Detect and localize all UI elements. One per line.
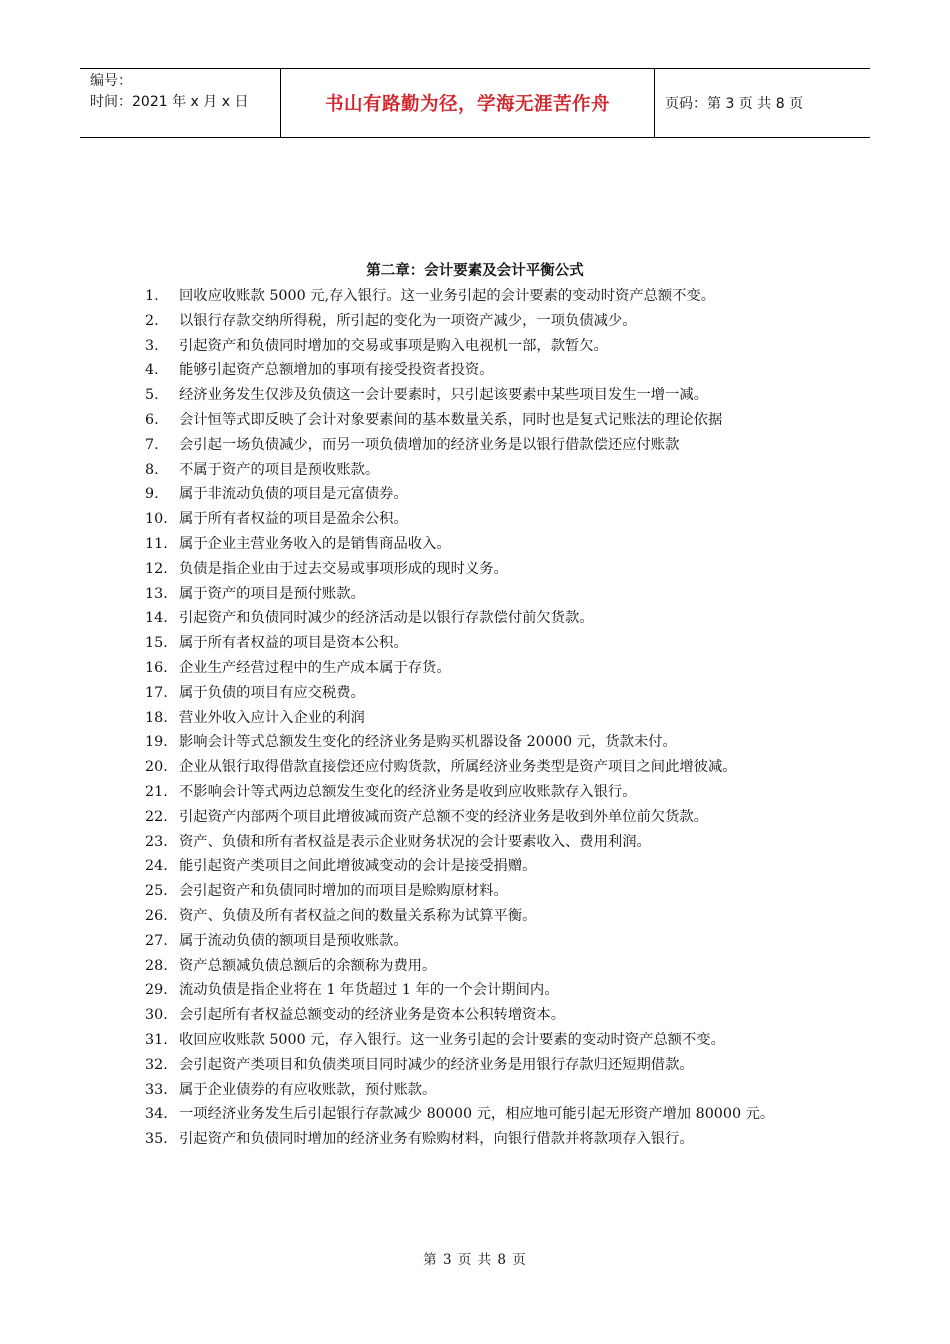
list-item-number: 9.	[145, 486, 159, 503]
statement-list	[0, 284, 950, 1152]
list-item	[0, 1053, 809, 1078]
list-item-number: 20.	[145, 759, 168, 776]
list-item-number: 32.	[145, 1056, 168, 1073]
list-item	[0, 358, 809, 383]
list-item-number: 17.	[145, 684, 168, 701]
list-item	[0, 284, 809, 309]
list-item	[0, 557, 809, 582]
list-item-number: 1.	[145, 288, 159, 304]
list-item	[0, 606, 809, 631]
list-item	[0, 954, 809, 979]
page-header	[80, 68, 870, 138]
header-page-info: 页码：第 3 页 共 8 页	[665, 96, 804, 112]
list-item	[0, 482, 809, 507]
list-item-text: 会引起一场负债减少，而另一项负债增加的经济业务是以银行借款偿还应付账款	[179, 436, 680, 453]
list-item	[0, 532, 809, 557]
list-item	[0, 631, 809, 656]
list-item	[0, 1127, 809, 1152]
list-item-text: 会引起资产类项目和负债类项目同时减少的经济业务是用银行存款归还短期借款。	[179, 1056, 694, 1073]
list-item	[0, 1102, 809, 1127]
list-item-number: 19.	[145, 734, 168, 751]
list-item-text: 能够引起资产总额增加的事项有接受投资者投资。	[179, 362, 494, 379]
list-item-number: 22.	[145, 808, 168, 825]
list-item-number: 6.	[145, 411, 159, 428]
list-item-number: 21.	[145, 783, 168, 800]
list-item-text: 收回应收账款 5000 元，存入银行。这一业务引起的会计要素的变动时资产总额不变。	[179, 1031, 725, 1048]
list-item-text: 影响会计等式总额发生变化的经济业务是购买机器设备 20000 元，货款未付。	[179, 734, 677, 751]
list-item-number: 10.	[145, 511, 168, 528]
list-item	[0, 854, 809, 879]
list-item-number: 4.	[145, 362, 159, 379]
list-item-text: 资产总额减负债总额后的余额称为费用。	[179, 957, 437, 974]
list-item-text: 企业生产经营过程中的生产成本属于存货。	[179, 659, 451, 676]
list-item	[0, 383, 809, 408]
document-date: 时间：2021 年 x 月 x 日	[90, 94, 249, 110]
list-item	[0, 780, 809, 805]
list-item-number: 25.	[145, 883, 168, 900]
list-item-text: 会引起所有者权益总额变动的经济业务是资本公积转增资本。	[179, 1007, 566, 1024]
list-item-text: 引起资产内部两个项目此增彼减而资产总额不变的经济业务是收到外单位前欠货款。	[179, 808, 708, 825]
list-item-text: 属于企业主营业务收入的是销售商品收入。	[179, 535, 451, 552]
list-item-number: 11.	[145, 535, 168, 552]
list-item-number: 7.	[145, 436, 159, 453]
list-item-text: 属于所有者权益的项目是资本公积。	[179, 635, 408, 652]
list-item-number: 34.	[145, 1106, 168, 1123]
list-item	[0, 582, 809, 607]
list-item-number: 23.	[145, 833, 168, 850]
list-item	[0, 681, 809, 706]
list-item-text: 负债是指企业由于过去交易或事项形成的现时义务。	[179, 560, 508, 577]
list-item-text: 营业外收入应计入企业的利润	[179, 709, 365, 726]
list-item-number: 28.	[145, 957, 168, 974]
list-item	[0, 458, 809, 483]
list-item-number: 3.	[145, 337, 159, 354]
list-item-text: 会引起资产和负债同时增加的而项目是赊购原材料。	[179, 883, 508, 900]
list-item-text: 属于所有者权益的项目是盈余公积。	[179, 511, 408, 528]
list-item-number: 16.	[145, 659, 168, 676]
list-item	[0, 929, 809, 954]
list-item-number: 30.	[145, 1007, 168, 1024]
list-item-text: 流动负债是指企业将在 1 年货超过 1 年的一个会计期间内。	[179, 982, 559, 999]
list-item-text: 属于企业债券的有应收账款，预付账款。	[179, 1081, 437, 1098]
list-item-text: 属于资产的项目是预付账款。	[179, 585, 365, 602]
list-item	[0, 830, 809, 855]
header-meta	[80, 69, 280, 137]
list-item-text: 引起资产和负债同时增加的交易或事项是购入电视机一部，款暂欠。	[179, 337, 608, 354]
list-item-text: 不属于资产的项目是预收账款。	[179, 461, 380, 478]
list-item-number: 15.	[145, 635, 168, 652]
list-item	[0, 334, 809, 359]
list-item-text: 资产、负债和所有者权益是表示企业财务状况的会计要素收入、费用利润。	[179, 833, 651, 850]
list-item-text: 会计恒等式即反映了会计对象要素间的基本数量关系，同时也是复式记账法的理论依据	[179, 411, 723, 428]
list-item-number: 27.	[145, 932, 168, 949]
list-item-number: 35.	[145, 1131, 168, 1148]
list-item-number: 8.	[145, 461, 159, 478]
list-item-text: 引起资产和负债同时减少的经济活动是以银行存款偿付前欠货款。	[179, 610, 594, 627]
list-item-number: 18.	[145, 709, 168, 726]
list-item-text: 属于非流动负债的项目是元富债券。	[179, 486, 408, 503]
list-item-number: 14.	[145, 610, 168, 627]
list-item-text: 不影响会计等式两边总额发生变化的经济业务是收到应收账款存入银行。	[179, 783, 637, 800]
list-item	[0, 1003, 809, 1028]
list-item	[0, 805, 809, 830]
list-item-text: 企业从银行取得借款直接偿还应付购货款，所属经济业务类型是资产项目之间此增彼减。	[179, 759, 737, 776]
list-item-text: 资产、负债及所有者权益之间的数量关系称为试算平衡。	[179, 907, 537, 924]
list-item-number: 5.	[145, 387, 159, 404]
list-item	[0, 309, 809, 334]
list-item-text: 属于负债的项目有应交税费。	[179, 684, 365, 701]
list-item	[0, 1028, 809, 1053]
list-item-text: 能引起资产类项目之间此增彼减变动的会计是接受捐赠。	[179, 858, 537, 875]
list-item	[0, 730, 809, 755]
list-item	[0, 879, 809, 904]
list-item	[0, 433, 809, 458]
list-item-number: 12.	[145, 560, 168, 577]
list-item-number: 2.	[145, 312, 159, 329]
list-item-text: 经济业务发生仅涉及负债这一会计要素时，只引起该要素中某些项目发生一增一减。	[179, 387, 708, 404]
list-item-text: 属于流动负债的额项目是预收账款。	[179, 932, 408, 949]
document-number-label: 编号：	[90, 73, 132, 89]
list-item-number: 33.	[145, 1081, 168, 1098]
list-item-text: 引起资产和负债同时增加的经济业务有赊购材料，向银行借款并将款项存入银行。	[179, 1131, 694, 1148]
list-item	[0, 656, 809, 681]
list-item-text: 以银行存款交纳所得税，所引起的变化为一项资产减少，一项负债减少。	[179, 312, 637, 329]
page-footer: 第 3 页 共 8 页	[423, 1252, 527, 1268]
list-item-text: 一项经济业务发生后引起银行存款减少 80000 元，相应地可能引起无形资产增加 80000 元。	[179, 1106, 775, 1123]
list-item	[0, 507, 809, 532]
list-item-number: 24.	[145, 858, 168, 875]
header-motto: 书山有路勤为径，学海无涯苦作舟	[280, 69, 655, 137]
list-item-number: 29.	[145, 982, 168, 999]
list-item-text: 回收应收账款 5000 元,存入银行。这一业务引起的会计要素的变动时资产总额不变。	[179, 288, 716, 304]
list-item	[0, 408, 809, 433]
list-item	[0, 1078, 809, 1103]
list-item	[0, 904, 809, 929]
chapter-title: 第二章：会计要素及会计平衡公式	[366, 263, 584, 279]
list-item	[0, 978, 809, 1003]
list-item-number: 13.	[145, 585, 168, 602]
list-item	[0, 706, 809, 731]
list-item-number: 31.	[145, 1031, 168, 1048]
list-item-number: 26.	[145, 907, 168, 924]
list-item	[0, 755, 809, 780]
